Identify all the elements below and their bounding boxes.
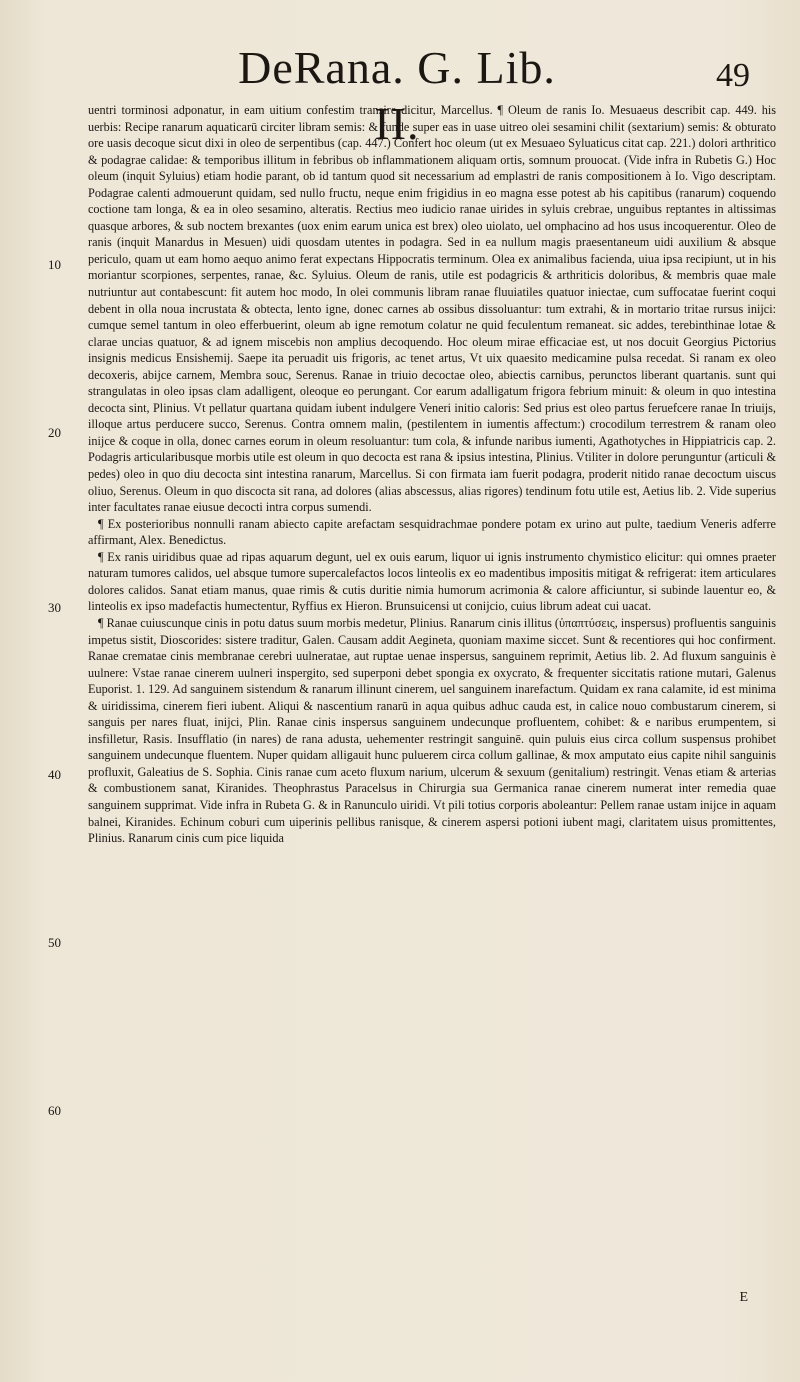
line-number: 40 xyxy=(48,767,61,782)
line-number: 20 xyxy=(48,425,61,440)
paragraph: uentri torminosi adponatur, in eam uitium confestim transire dicitur, Marcellus. ¶ Oleum de ranis Io. Mesuaeus describit cap. 449. his uerbis: Recipe ranarum aquaticarū circiter libram semis: & funde super eas in uase uitreo olei sesamini chilit (sextarium) semis: & obturato ore uasis decoque sicut dixi in oleo de serpentibus (cap. 447.) Confert hoc oleum (ut ex Mesuaeo Syluaticus citat cap. 221.) dolori arthritico & podagrae calidae: & temporibus illitum in febribus ob inflammationem aliquam ortis, somnum prouocat. (Vide infra in Rubetis G.) Hoc oleum (inquit Syluius) etiam hodie parant, ob id tantum quod sit necessarium ad emplastri de ranis compositionem à Io. Vigo descriptam. Podagrae calenti admouerunt quidam, sed nullo fructu, neque enim frigidius in eo magna esse potest ab his capitibus (ranarum) coquendo coctione tam longa, & ea in oleo sesamino, alteratis. Rectius meo iudicio ranae uirides in syluis crebrae, unguibus reptantes in altissimas quasque arbores, & sub noctem brexantes (uox enim earum unica est brex) oleo uiolato, uel omphacino ad hos usus incoquerentur. Oleo de ranis (inquit Manardus in Mesuen) uidi quosdam utentes in podagra. Sed in ea nullum magis praesentaneum uidi auxilium & absque periculo, quam ut eam homo aequo animo ferat expectans Hippocratis terminum. Olea ex animalibus facienda, uiua ipsa recipiunt, ut in his moriantur scorpiones, serpentes, ranae, &c. Syluius. Oleum de ranis, utile est podagricis & arthriticis doloribus, & membris quae male nutriuntur aut contabescunt: fit autem hoc modo, In olei communis libram ranae fluuiatiles quatuor iniectae, cum suffocatae fuerint coqui debent in olla noua incrustata & obtecta, lento igne, donec carnes ab ossibus dissoluantur: tum extrahi, & in mortario tritae rursus inijci: cumque semel tantum in oleo efferbuerint, oleum ab igne remotum colatur ne quid feculentum remaneat. sic addes, terebinthinae lotae & clarae uncias quatuor, & ad ignem miscebis non amplius decoquendo. Hoc oleum mirae efficaciae est, ut nos docuit Georgius Pictorius insignis medicus Ensishemij. Saepe ita peruadit uis frigoris, ac tenet artus, Vt uix quaesito medicamine pulsa recedat. Si ranam ex oleo decoxeris, abijce carnem, Membra souc, Serenus. Ranae in triuio decoctae oleo, abiectis carnibus, perunctos liberant quartanis. sunt qui strangulatas in oleo ipsas clam adalligent, oleoque eo perungant. Cor earum adalligatum frigora febrium minuit: & oleum in quo intestina decocta sint, Plinius. Vt pellatur quartana quidam iubent indulgere Veneri initio caloris: Sed prius est oleo partus feruefcere ranae In triuijs, illoque artus perducere succo, Serenus. Contra omnem malin, (pestilentem in iumentis affectum:) crocodilum terrestrem & ranam oleo inijce & coque in olla, donec carnes eorum in oleum resoluantur: tum cola, & infunde naribus iumenti, Agathotyches in Hippiatricis cap. 2. Podagris articularibusque morbis utile est oleum in quo decocta est rana & ipsius intestina, Plinius. Vtiliter in dolore perunguntur (articuli & pedes) oleo in quo diu decocta sint intestina ranarum, Marcellus. Si con firmata iam fuerit podagra, proderit nitido ranae decoctum uiscus oliuo, Serenus. Oleum in quo discocta sit rana, ad dolores (alias abscessus, alias rigores) tendinum fotu utile est, Aetius lib. 2. Vide superius inter facultates ranae eiusue decocti intra corpus sumendi. xyxy=(88,103,776,515)
page-header xyxy=(0,40,800,149)
main-text-block xyxy=(88,102,776,1292)
page-number: 49 xyxy=(716,57,750,94)
paragraph: ¶ Ex posterioribus nonnulli ranam abiecto capite arefactam sesquidrachmae pondere potam ex urino aut pulte, taedium Veneris adferre affirmant, Alex. Benedictus. xyxy=(88,516,776,548)
line-number: 30 xyxy=(48,600,61,615)
paragraph: ¶ Ranae cuiuscunque cinis in potu datus suum morbis medetur, Plinius. Ranarum cinis illitus (ὑπαπτύσεις, inspersus) profluentis sanguinis impetus sistit, Dioscorides: sistere traditur, Galen. Causam addit Aegineta, quoniam maxime siccet. Sunt & recentiores qui hoc confirment. Ranae crematae cinis membranae cerebri uulneratae, aut ruptae uenae inspersus, sanguinem reprimit, Aetius lib. 2. Ad fluxum sanguinis è uulnere: Vstae ranae cinerem uulneri inspergito, sed superponi debet spongia ex oxycrato, & frequenter siccitatis ratione mutari, Galenus Euporist. 1. 129. Ad sanguinem sistendum & ranarum illinunt cinerem, uel sanguinem inarefactum. Quidam ex rana calamite, id est minima & uiridissima, cinerem fieri iubent. Aliqui & nascentium ranarū in aqua quibus adhuc cauda est, in calice nouo combustarum cinerem, si sanguis per nares fluat, inijci, Plin. Ranae cinis inspersus sanguinem undecunque profluentem, cohibet: & e naribus erumpentem, si insfilletur, Rasis. Insufflatio (in nares) de rana adusta, uehementer restringit sanguinē. quin puluis eius circa collum suspensus prohibet sanguinem undecunque fluentem. Nuper quidam alligauit hunc puluerem circa collum gallinae, & mox amputato eius capite nihil sanguinis profluxit, Galeatius de S. Sophia. Cinis ranae cum aceto fluxum narium, ulcerum & sexuum (genitalium) restringit. Venas etiam & arterias & combustionem sanat, Kiranides. Theophrastus Paracelsus in Chirurgia sua Germanica ranae cinerem numerat inter remedia quae sanguinem supprimat. Vide infra in Rubeta G. & in Ranunculo uiridi. Vt pili totius corporis aboleantur: Pellem ranae ustam inijce in aquam balnei, Kiranides. Echinum coburi cum uiperinis pellibus ranisque, & cinerem aspersi potioni iubent magi, claritatem uisus promittentes, Plinius. Ranarum cinis cum pice liquida xyxy=(88,615,776,846)
paragraph: ¶ Ex ranis uiridibus quae ad ripas aquarum degunt, uel ex ouis earum, liquor ui ignis instrumento chymistico elicitur: qui omnes praeter naturam tumores calidos, uel absque tumore supercalefactos locos linteolis ex eo madentibus impositis mitigat & refrigerat: item articulares dolores calidos. Sanat etiam manus, quae rimis & cutis duritie nimia humorum acrimonia & calore afficiuntur, si subinde lauentur eo, & linteolis ex ipso madefactis humectentur, Ryffius ex Hieron. Brunsuicensi ut conijcio, cuius librum adeat cui uacat. xyxy=(88,549,776,614)
line-number-margin xyxy=(0,0,88,1382)
signature-mark: E xyxy=(739,1290,748,1305)
line-number: 60 xyxy=(48,1103,61,1118)
running-title: DeRana. G. Lib. II. xyxy=(238,42,556,149)
line-number: 50 xyxy=(48,935,61,950)
page-footer xyxy=(88,1290,776,1314)
line-number: 10 xyxy=(48,257,61,272)
